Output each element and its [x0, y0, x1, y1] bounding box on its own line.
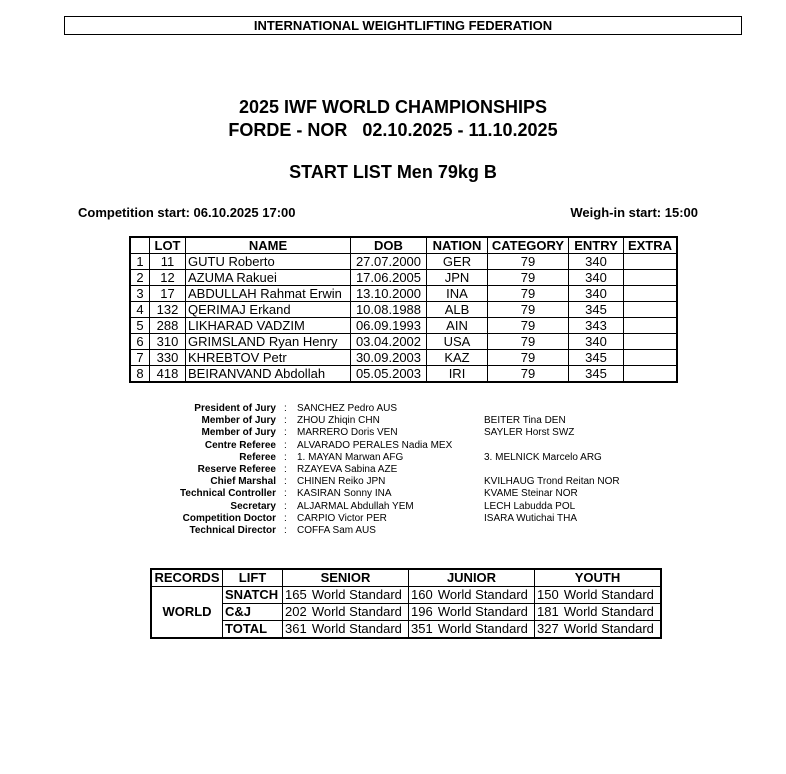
jury-row	[0, 464, 786, 476]
col-category: CATEGORY	[488, 237, 569, 254]
records-table	[150, 568, 662, 639]
lot-cell: 11	[150, 254, 186, 270]
nation-cell: USA	[427, 334, 488, 350]
senior-col: SENIOR	[283, 569, 409, 587]
dob-cell: 05.05.2003	[351, 366, 427, 383]
jury-row	[0, 415, 786, 427]
jury-role: Referee	[239, 451, 276, 463]
start-list-table	[129, 236, 678, 383]
jury-colon: :	[284, 403, 287, 414]
lot-cell: 132	[150, 302, 186, 318]
record-value: 202	[283, 604, 310, 621]
jury-official-b: SAYLER Horst SWZ	[484, 427, 575, 439]
youth-col: YOUTH	[535, 569, 662, 587]
weighin-start: Weigh-in start: 15:00	[570, 205, 698, 220]
jury-role: Secretary	[230, 500, 276, 512]
category-cell: 79	[488, 254, 569, 270]
start-list-title: START LIST Men 79kg B	[289, 162, 497, 182]
category-cell: 79	[488, 366, 569, 383]
jury-colon: :	[284, 488, 287, 500]
jury-official-b: ISARA Wutichai THA	[484, 512, 577, 524]
lot-cell: 310	[150, 334, 186, 350]
records-col: RECORDS	[151, 569, 223, 587]
category-cell: 79	[488, 270, 569, 286]
start-list-row	[130, 350, 677, 366]
extra-cell	[624, 254, 678, 270]
category-cell: 79	[488, 350, 569, 366]
nation-cell: AIN	[427, 318, 488, 334]
entry-cell: 343	[569, 318, 624, 334]
start-list-row	[130, 366, 677, 383]
nation-cell: JPN	[427, 270, 488, 286]
jury-official-b: KVILHAUG Trond Reitan NOR	[484, 476, 620, 488]
record-type: World Standard	[562, 587, 661, 604]
extra-cell	[624, 286, 678, 302]
jury-row	[0, 488, 786, 500]
name-cell: KHREBTOV Petr	[186, 350, 351, 366]
col-index	[130, 237, 150, 254]
start-list-row	[130, 318, 677, 334]
category-cell: 79	[488, 334, 569, 350]
lot-cell: 17	[150, 286, 186, 302]
jury-row	[0, 403, 786, 415]
record-value: 196	[409, 604, 436, 621]
jury-colon: :	[284, 525, 287, 536]
jury-colon: :	[284, 427, 287, 439]
category-cell: 79	[488, 286, 569, 302]
name-cell: AZUMA Rakuei	[186, 270, 351, 286]
lot-cell: 418	[150, 366, 186, 383]
entry-cell: 340	[569, 286, 624, 302]
col-dob: DOB	[351, 237, 427, 254]
jury-official-a: CARPIO Victor PER	[297, 512, 387, 524]
jury-official-a: RZAYEVA Sabina AZE	[297, 464, 398, 475]
jury-colon: :	[284, 439, 287, 451]
extra-cell	[624, 350, 678, 366]
start-list-row	[130, 254, 677, 270]
jury-official-a: CHINEN Reiko JPN	[297, 476, 386, 488]
category-cell: 79	[488, 302, 569, 318]
nation-cell: INA	[427, 286, 488, 302]
dob-cell: 03.04.2002	[351, 334, 427, 350]
jury-role: Member of Jury	[201, 427, 276, 439]
entry-cell: 345	[569, 366, 624, 383]
dob-cell: 30.09.2003	[351, 350, 427, 366]
jury-official-a: ALJARMAL Abdullah YEM	[297, 500, 414, 512]
jury-role: President of Jury	[194, 403, 276, 414]
jury-official-a: 1. MAYAN Marwan AFG	[297, 451, 404, 463]
col-entry: ENTRY	[569, 237, 624, 254]
dob-cell: 10.08.1988	[351, 302, 427, 318]
extra-cell	[624, 366, 678, 383]
record-value: 181	[535, 604, 562, 621]
jury-row	[0, 513, 786, 525]
jury-colon: :	[284, 500, 287, 512]
row-index: 5	[130, 318, 150, 334]
col-lot: LOT	[150, 237, 186, 254]
col-name: NAME	[186, 237, 351, 254]
record-value: 327	[535, 621, 562, 639]
record-value: 361	[283, 621, 310, 639]
jury-official-a: KASIRAN Sonny INA	[297, 488, 392, 500]
jury-official-a: SANCHEZ Pedro AUS	[297, 403, 398, 414]
jury-official-a: ZHOU Zhiqin CHN	[297, 415, 380, 427]
record-row	[151, 621, 661, 639]
nation-cell: ALB	[427, 302, 488, 318]
jury-row	[0, 525, 786, 537]
col-extra: EXTRA	[624, 237, 678, 254]
jury-role: Competition Doctor	[182, 512, 276, 524]
jury-colon: :	[284, 464, 287, 475]
dob-cell: 13.10.2000	[351, 286, 427, 302]
entry-cell: 345	[569, 350, 624, 366]
row-index: 6	[130, 334, 150, 350]
jury-row	[0, 476, 786, 488]
record-row	[151, 587, 661, 604]
name-cell: LIKHARAD VADZIM	[186, 318, 351, 334]
name-cell: BEIRANVAND Abdollah	[186, 366, 351, 383]
row-index: 4	[130, 302, 150, 318]
jury-colon: :	[284, 476, 287, 488]
jury-official-b: 3. MELNICK Marcelo ARG	[484, 451, 602, 463]
jury-official-b: KVAME Steinar NOR	[484, 488, 578, 500]
jury-row	[0, 501, 786, 513]
name-cell: ABDULLAH Rahmat Erwin	[186, 286, 351, 302]
jury-official-b: LECH Labudda POL	[484, 500, 576, 512]
record-region: WORLD	[151, 587, 223, 639]
category-cell: 79	[488, 318, 569, 334]
row-index: 7	[130, 350, 150, 366]
nation-cell: IRI	[427, 366, 488, 383]
dob-cell: 27.07.2000	[351, 254, 427, 270]
record-value: 150	[535, 587, 562, 604]
record-type: World Standard	[310, 587, 409, 604]
jury-official-a: ALVARADO PERALES Nadia MEX	[297, 439, 453, 451]
record-lift: C&J	[223, 604, 283, 621]
jury-role: Member of Jury	[201, 415, 276, 427]
entry-cell: 340	[569, 270, 624, 286]
jury-role: Chief Marshal	[210, 476, 276, 488]
dob-cell: 06.09.1993	[351, 318, 427, 334]
row-index: 3	[130, 286, 150, 302]
lift-col: LIFT	[223, 569, 283, 587]
jury-official-a: MARRERO Doris VEN	[297, 427, 398, 439]
junior-col: JUNIOR	[409, 569, 535, 587]
record-type: World Standard	[436, 587, 535, 604]
jury-row	[0, 452, 786, 464]
jury-official-b: BEITER Tina DEN	[484, 415, 566, 427]
extra-cell	[624, 334, 678, 350]
record-type: World Standard	[310, 621, 409, 639]
championship-title: 2025 IWF WORLD CHAMPIONSHIPS	[238, 97, 548, 117]
record-type: World Standard	[562, 621, 661, 639]
name-cell: QERIMAJ Erkand	[186, 302, 351, 318]
lot-cell: 330	[150, 350, 186, 366]
jury-role: Centre Referee	[204, 439, 276, 451]
col-nation: NATION	[427, 237, 488, 254]
jury-official-a: COFFA Sam AUS	[297, 525, 376, 536]
record-value: 351	[409, 621, 436, 639]
row-index: 1	[130, 254, 150, 270]
record-row	[151, 604, 661, 621]
jury-row	[0, 427, 786, 439]
records-header-row	[151, 569, 661, 587]
entry-cell: 340	[569, 334, 624, 350]
row-index: 2	[130, 270, 150, 286]
record-type: World Standard	[436, 604, 535, 621]
start-list-header-row	[130, 237, 677, 254]
lot-cell: 12	[150, 270, 186, 286]
name-cell: GUTU Roberto	[186, 254, 351, 270]
jury-role: Technical Director	[189, 525, 276, 536]
competition-start: Competition start: 06.10.2025 17:00	[78, 205, 296, 220]
jury-colon: :	[284, 512, 287, 524]
record-type: World Standard	[562, 604, 661, 621]
record-lift: SNATCH	[223, 587, 283, 604]
federation-header: INTERNATIONAL WEIGHTLIFTING FEDERATION	[64, 16, 742, 35]
extra-cell	[624, 270, 678, 286]
jury-colon: :	[284, 451, 287, 463]
jury-colon: :	[284, 415, 287, 427]
extra-cell	[624, 302, 678, 318]
jury-role: Reserve Referee	[197, 464, 276, 475]
start-list-row	[130, 334, 677, 350]
name-cell: GRIMSLAND Ryan Henry	[186, 334, 351, 350]
nation-cell: KAZ	[427, 350, 488, 366]
extra-cell	[624, 318, 678, 334]
start-list-row	[130, 302, 677, 318]
jury-row	[0, 440, 786, 452]
venue-dates: FORDE - NOR 02.10.2025 - 11.10.2025	[228, 120, 558, 140]
record-value: 165	[283, 587, 310, 604]
nation-cell: GER	[427, 254, 488, 270]
start-list-row	[130, 270, 677, 286]
entry-cell: 340	[569, 254, 624, 270]
start-list-row	[130, 286, 677, 302]
record-lift: TOTAL	[223, 621, 283, 639]
record-type: World Standard	[310, 604, 409, 621]
jury-role: Technical Controller	[180, 488, 276, 500]
dob-cell: 17.06.2005	[351, 270, 427, 286]
record-value: 160	[409, 587, 436, 604]
entry-cell: 345	[569, 302, 624, 318]
lot-cell: 288	[150, 318, 186, 334]
row-index: 8	[130, 366, 150, 383]
record-type: World Standard	[436, 621, 535, 639]
